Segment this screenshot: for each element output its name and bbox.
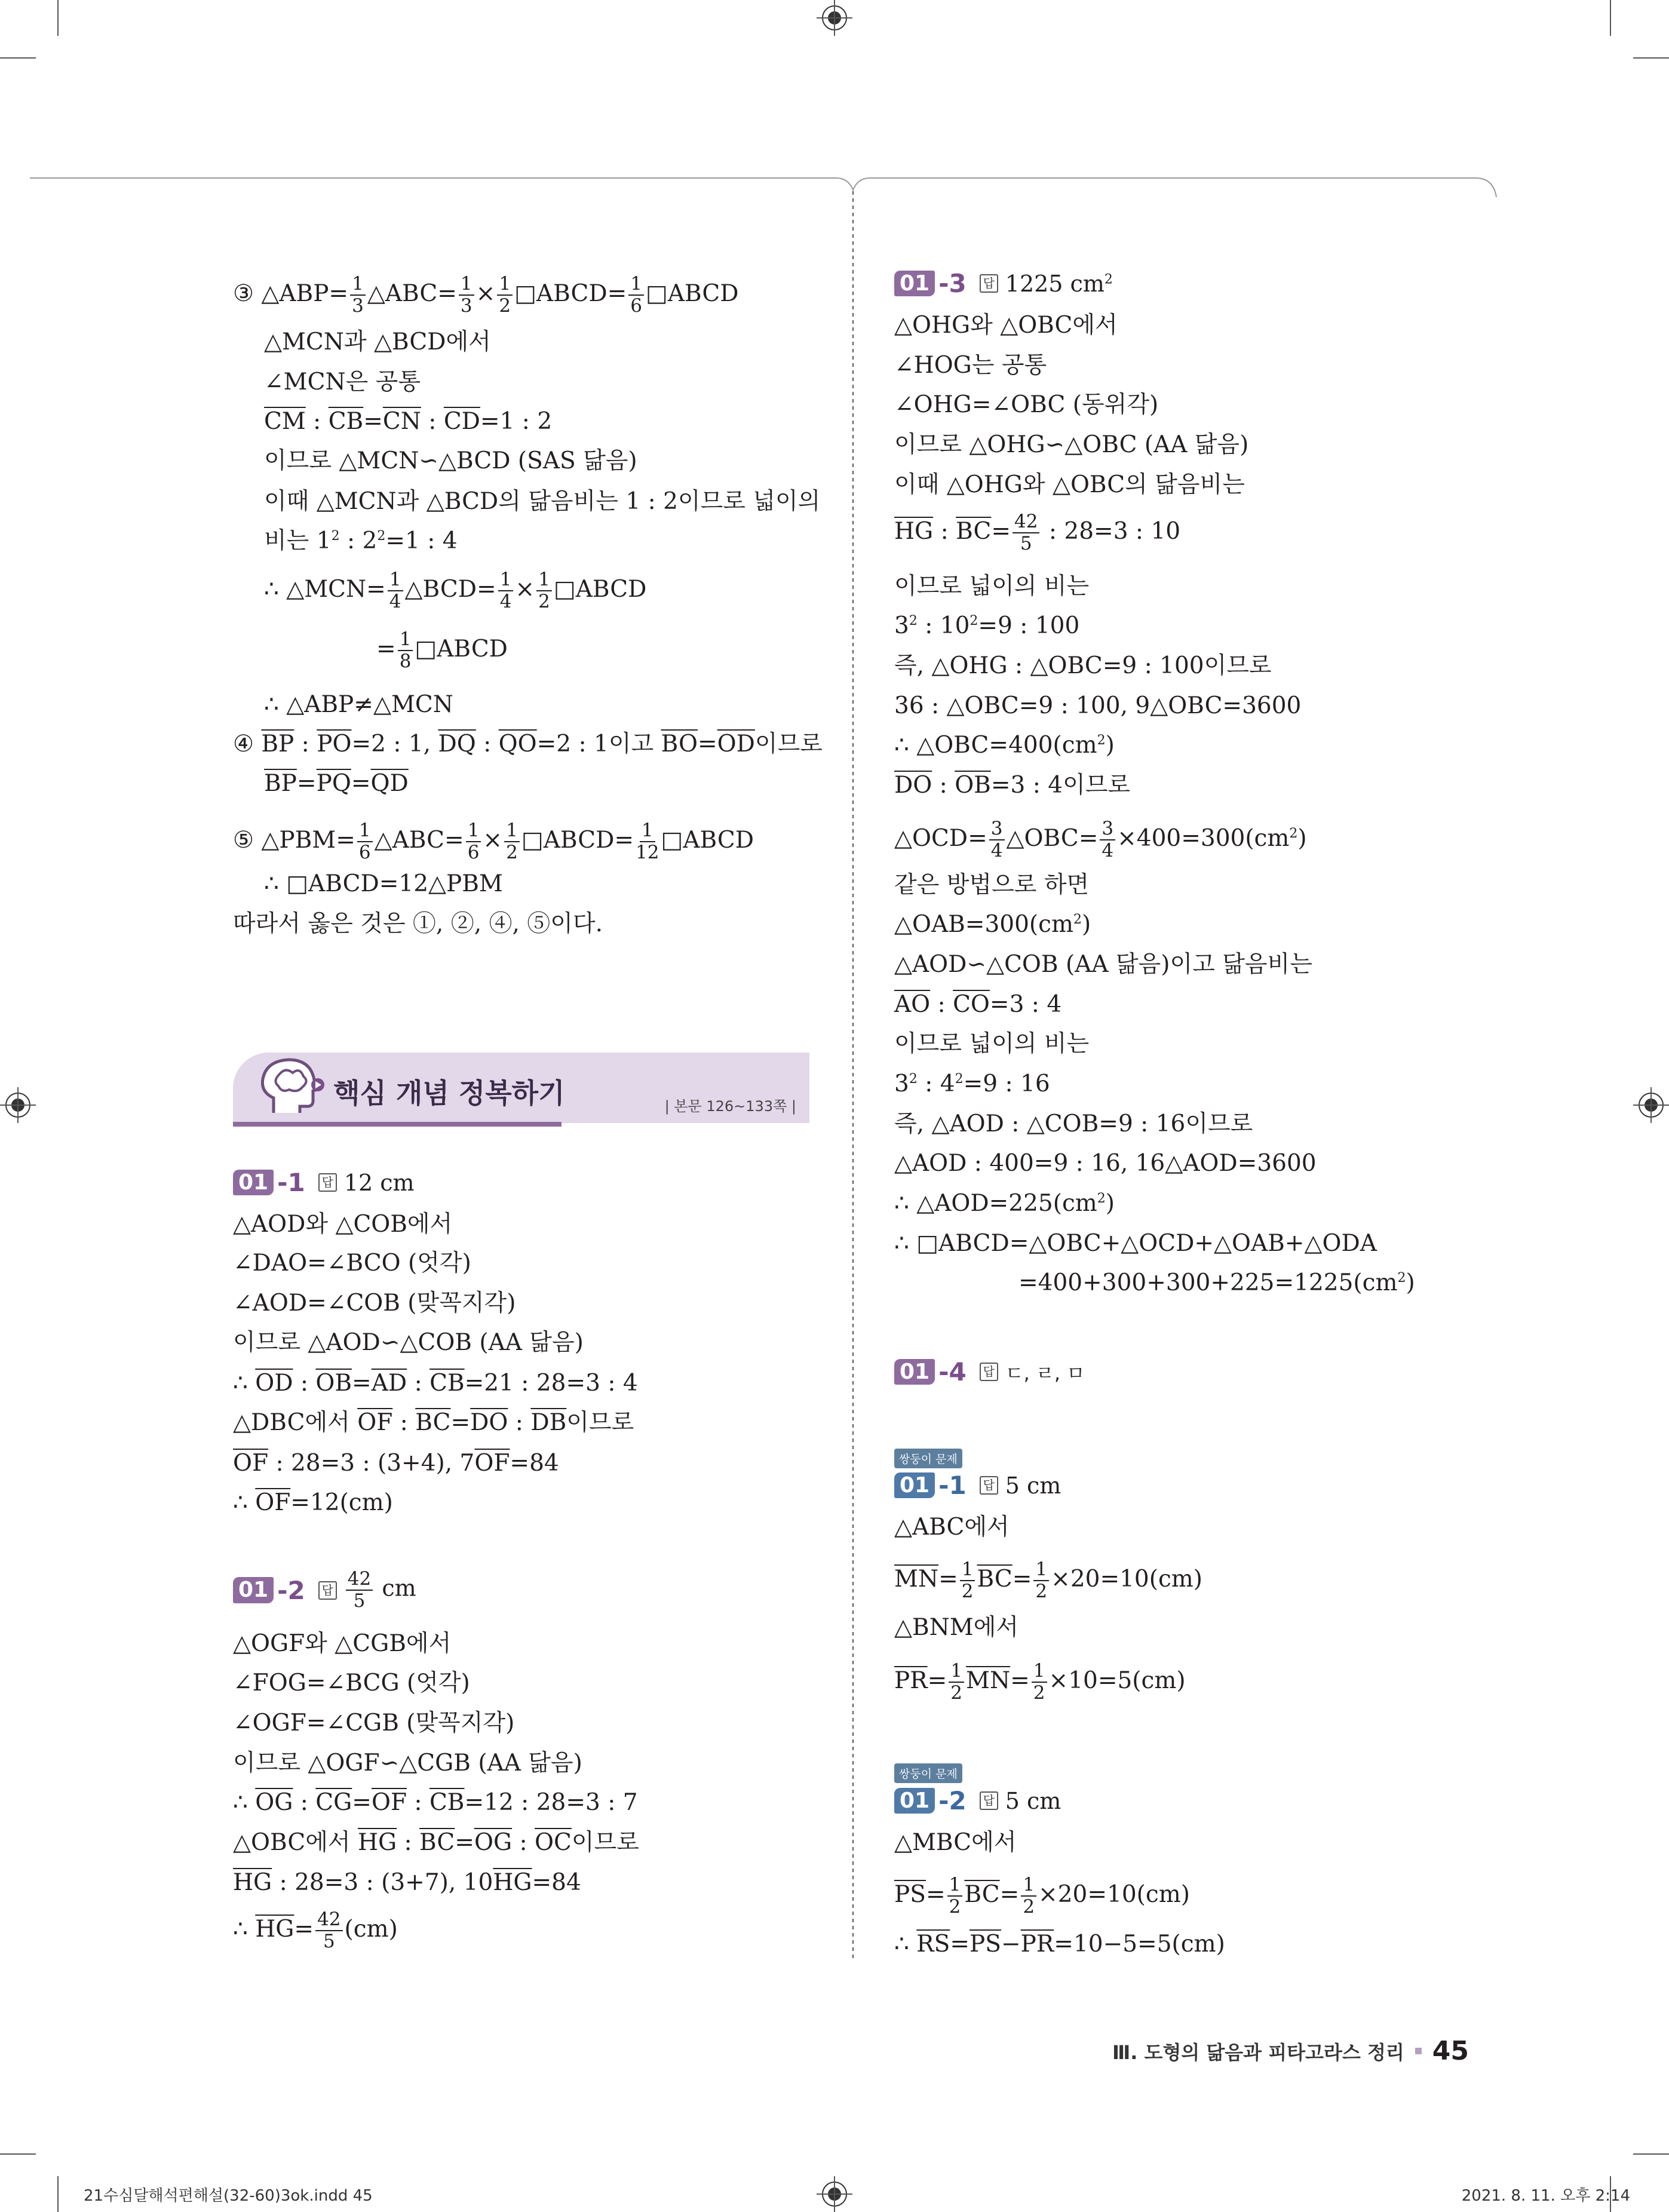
p1_3-line18: 이므로 넓이의 비는 (894, 1030, 1090, 1057)
p1_2-line6: △OBC에서 $\overline{HG}$ : $\overline{BC}=\overline{OG}$ : $\overline{OC}$이므로 (233, 1829, 639, 1856)
item3-line10: ∴ △ABP≠△MCN (264, 691, 453, 718)
conclusion: 따라서 옳은 것은 ①, ②, ④, ⑤이다. (233, 910, 603, 937)
twin2-line3: ∴ $\overline{RS}=\overline{PS}-\overline{PR}=10-5=5(cm)$ (894, 1931, 1225, 1958)
twin-01-1-header: 01 -1 답 5 cm (894, 1471, 1061, 1500)
twin1-line2: $\overline{MN}=$ $\frac{1}{2}$ $\overline{BC}=$ $\frac{1}{2}$ ×20=10(cm) (894, 1558, 1203, 1602)
item-number: ③ (233, 280, 254, 307)
section-banner (233, 1053, 809, 1123)
p1_3-line14: 같은 방법으로 하면 (894, 872, 1090, 898)
item3-line8: ∴ △MCN= $\frac{1}{4}$ △BCD= $\frac{1}{4}$ × $\frac{1}{2}$ □ABCD (264, 569, 647, 612)
p1_1-line7: $\overline{OF}$ : 28=3 : (3+4), $7\overline{OF}=84$ (233, 1450, 559, 1477)
twin-problem-tag: 쌍둥이 문제 (894, 1449, 962, 1468)
problem-01-2-header: 01 -2 답 $\frac{42}{5}$ cm (233, 1570, 416, 1610)
answer-icon: 답 (318, 1173, 337, 1192)
registration-mark-right (1633, 1087, 1669, 1123)
problem-01-4-header: 01 -4 답 ㄷ, ㄹ, ㅁ (894, 1357, 1085, 1386)
p1_3-line20: 즉, △AOD : △COB=9 : 16이므로 (894, 1110, 1253, 1137)
p1_3-line8: $3^2$ : $10^2=9$ : 100 (894, 612, 1080, 639)
answer-icon: 답 (318, 1581, 337, 1600)
p1_3-line3: ∠OHG=∠OBC (동위각) (894, 391, 1159, 418)
right-column (894, 0, 1492, 2212)
p1_3-line21: △AOD : 400=9 : 16, 16△AOD=3600 (894, 1150, 1317, 1177)
item3-line5: 이므로 △MCN∽△BCD (SAS 닮음) (264, 447, 637, 474)
twin2-line1: △MBC에서 (894, 1829, 1017, 1856)
chapter-footer (1112, 2036, 1469, 2066)
p1_1-line2: ∠DAO=∠BCO (엇각) (233, 1250, 471, 1277)
p1_1-line1: △AOD와 △COB에서 (233, 1211, 453, 1238)
item3-line6: 이때 △MCN과 △BCD의 닮음비는 1 : 2이므로 넓이의 (264, 488, 821, 515)
p1_3-line17: $\overline{AO}$ : $\overline{CO}=3$ : 4 (894, 991, 1062, 1018)
p1_3-line7: 이므로 넓이의 비는 (894, 573, 1090, 600)
p1_1-line5: ∴ $\overline{OD}$ : $\overline{OB}=\overline{AD}$ : $\overline{CB}=21$ : 28=3 : 4 (233, 1370, 638, 1397)
item4-line1: ④ $\overline{BP}$ : $\overline{PO}=2$ : 1, $\overline{DQ}$ : $\overline{QO}=2$ : 1이고 $\overline{BO}=\overline{OD}$이므로 (233, 731, 823, 757)
p1_2-line5: ∴ $\overline{OG}$ : $\overline{CG}=\overline{OF}$ : $\overline{CB}=12$ : 28=3 : 7 (233, 1789, 638, 1816)
twin2-line2: $\overline{PS}=$ $\frac{1}{2}$ $\overline{BC}=$ $\frac{1}{2}$ ×20=10(cm) (894, 1874, 1190, 1918)
p1_3-line2: ∠HOG는 공통 (894, 352, 1047, 379)
registration-mark-left (0, 1087, 36, 1123)
text: △ABP= (261, 280, 349, 307)
p1_3-line23: ∴ □ABCD=△OBC+△OCD+△OAB+△ODA (894, 1230, 1377, 1257)
p1_2-line2: ∠FOG=∠BCG (엇각) (233, 1670, 470, 1696)
fraction: $\frac{1}{2}$ (497, 275, 513, 315)
banner-title: 핵심 개념 정복하기 (333, 1077, 565, 1109)
banner-underline (233, 1122, 562, 1127)
print-date: 2021. 8. 11. 오후 2:14 (1461, 2187, 1630, 2205)
p1_1-line3: ∠AOD=∠COB (맞꼭지각) (233, 1290, 516, 1317)
p1_3-line1: △OHG와 △OBC에서 (894, 312, 1118, 339)
brain-head-icon (256, 1056, 327, 1122)
item4-line2: $\overline{BP}=\overline{PQ}=\overline{QD}$ (264, 770, 409, 797)
item3-line9: = $\frac{1}{8}$ □ABCD (376, 628, 508, 672)
item3-line2: △MCN과 △BCD에서 (264, 329, 491, 355)
answer-icon: 답 (980, 1476, 998, 1495)
item3-line1: ③ △ABP= $\frac{1}{3}$ △ABC= $\frac{1}{3}$ × $\frac{1}{2}$ □ABCD= $\frac{1}{6}$ □ABCD (233, 273, 739, 317)
twin1-line1: △ABC에서 (894, 1514, 1010, 1541)
p1_3-line9: 즉, △OHG : △OBC=9 : 100이므로 (894, 652, 1272, 679)
item5-line1: ⑤ △PBM= $\frac{1}{6}$ △ABC= $\frac{1}{6}$ × $\frac{1}{2}$ □ABCD= $\frac{1}{12}$ □ABCD (233, 820, 754, 863)
page-number: 45 (1432, 2036, 1469, 2066)
p1_3-line16: △AOD∽△COB (AA 닮음)이고 닮음비는 (894, 951, 1312, 978)
p1_3-line19: $3^2$ : $4^2=9$ : 16 (894, 1070, 1050, 1097)
p1_2-line1: △OGF와 △CGB에서 (233, 1630, 452, 1657)
chapter-title: Ⅲ. 도형의 닮음과 피타고라스 정리 (1112, 2041, 1404, 2064)
p1_1-line6: △DBC에서 $\overline{OF}$ : $\overline{BC}=\overline{DO}$ : $\overline{DB}$이므로 (233, 1409, 634, 1436)
p1_2-line4: 이므로 △OGF∽△CGB (AA 닮음) (233, 1750, 582, 1777)
fraction: $\frac{1}{3}$ (350, 275, 366, 315)
fraction: $\frac{1}{3}$ (459, 275, 474, 315)
print-file-name: 21수심달해석편해설(32-60)3ok.indd 45 (84, 2187, 373, 2205)
p1_3-line10: 36 : △OBC=9 : 100, 9△OBC=3600 (894, 692, 1302, 719)
p1_3-line24: $=400+300+300+225=1225(cm^2)$ (1018, 1269, 1415, 1296)
p1_2-line7: $\overline{HG}$ : 28=3 : (3+7), $10\overline{HG}=84$ (233, 1869, 581, 1896)
footer-square (1415, 2048, 1422, 2054)
p1_3-line13: △OCD= $\frac{3}{4}$ △OBC= $\frac{3}{4}$ $\times 400=300(cm^2)$ (894, 818, 1307, 861)
p1_3-line12: $\overline{DO}$ : $\overline{OB}=3$ : 4이므로 (894, 772, 1131, 799)
p1_1-line4: 이므로 △AOD∽△COB (AA 닮음) (233, 1329, 584, 1356)
twin1-line4: $\overline{PR}=$ $\frac{1}{2}$ $\overline{MN}=$ $\frac{1}{2}$ ×10=5(cm) (894, 1660, 1186, 1704)
item3-line7: 비는 $1^2$ : $2^2=1$ : 4 (264, 527, 458, 554)
answer-icon: 답 (980, 274, 998, 293)
p1_1-line8: ∴ $\overline{OF}=12(cm)$ (233, 1489, 393, 1516)
problem-01-1-header: 01 -1 답 12 cm (233, 1168, 415, 1197)
item5-line2: ∴ □ABCD=12△PBM (264, 870, 503, 897)
fraction: $\frac{1}{6}$ (628, 275, 644, 315)
answer-icon: 답 (980, 1363, 998, 1381)
answer-icon: 답 (980, 1791, 998, 1810)
p1_3-line4: 이므로 △OHG∽△OBC (AA 닮음) (894, 431, 1249, 458)
p1_3-line22: ∴ $\triangle AOD=225(cm^2)$ (894, 1190, 1115, 1217)
twin1-line3: △BNM에서 (894, 1614, 1019, 1641)
p1_3-line11: ∴ $\triangle OBC=400(cm^2)$ (894, 732, 1115, 759)
p1_2-line8: ∴ $\overline{HG}=$ $\frac{42}{5}$ (cm) (233, 1909, 398, 1952)
left-column (233, 0, 836, 2212)
twin-problem-tag: 쌍둥이 문제 (894, 1763, 962, 1783)
twin-01-2-header: 01 -2 답 5 cm (894, 1786, 1061, 1815)
p1_2-line3: ∠OGF=∠CGB (맞꼭지각) (233, 1710, 515, 1737)
p1_3-line6: $\overline{HG}$ : $\overline{BC}=$ $\frac{42}{5}$ : 28=3 : 10 (894, 511, 1181, 554)
item3-line4: $\overline{CM}$ : $\overline{CB}=\overline{CN}$ : $\overline{CD}=1$ : 2 (264, 408, 553, 435)
banner-ref: | 본문 126~133쪽 | (664, 1098, 796, 1115)
p1_3-line5: 이때 △OHG와 △OBC의 닮음비는 (894, 471, 1245, 498)
problem-01-3-header: 01 -3 답 1225 $cm^2$ (894, 269, 1113, 298)
p1_3-line15: $\triangle OAB=300(cm^2)$ (894, 911, 1091, 938)
item3-line3: ∠MCN은 공통 (264, 369, 421, 395)
